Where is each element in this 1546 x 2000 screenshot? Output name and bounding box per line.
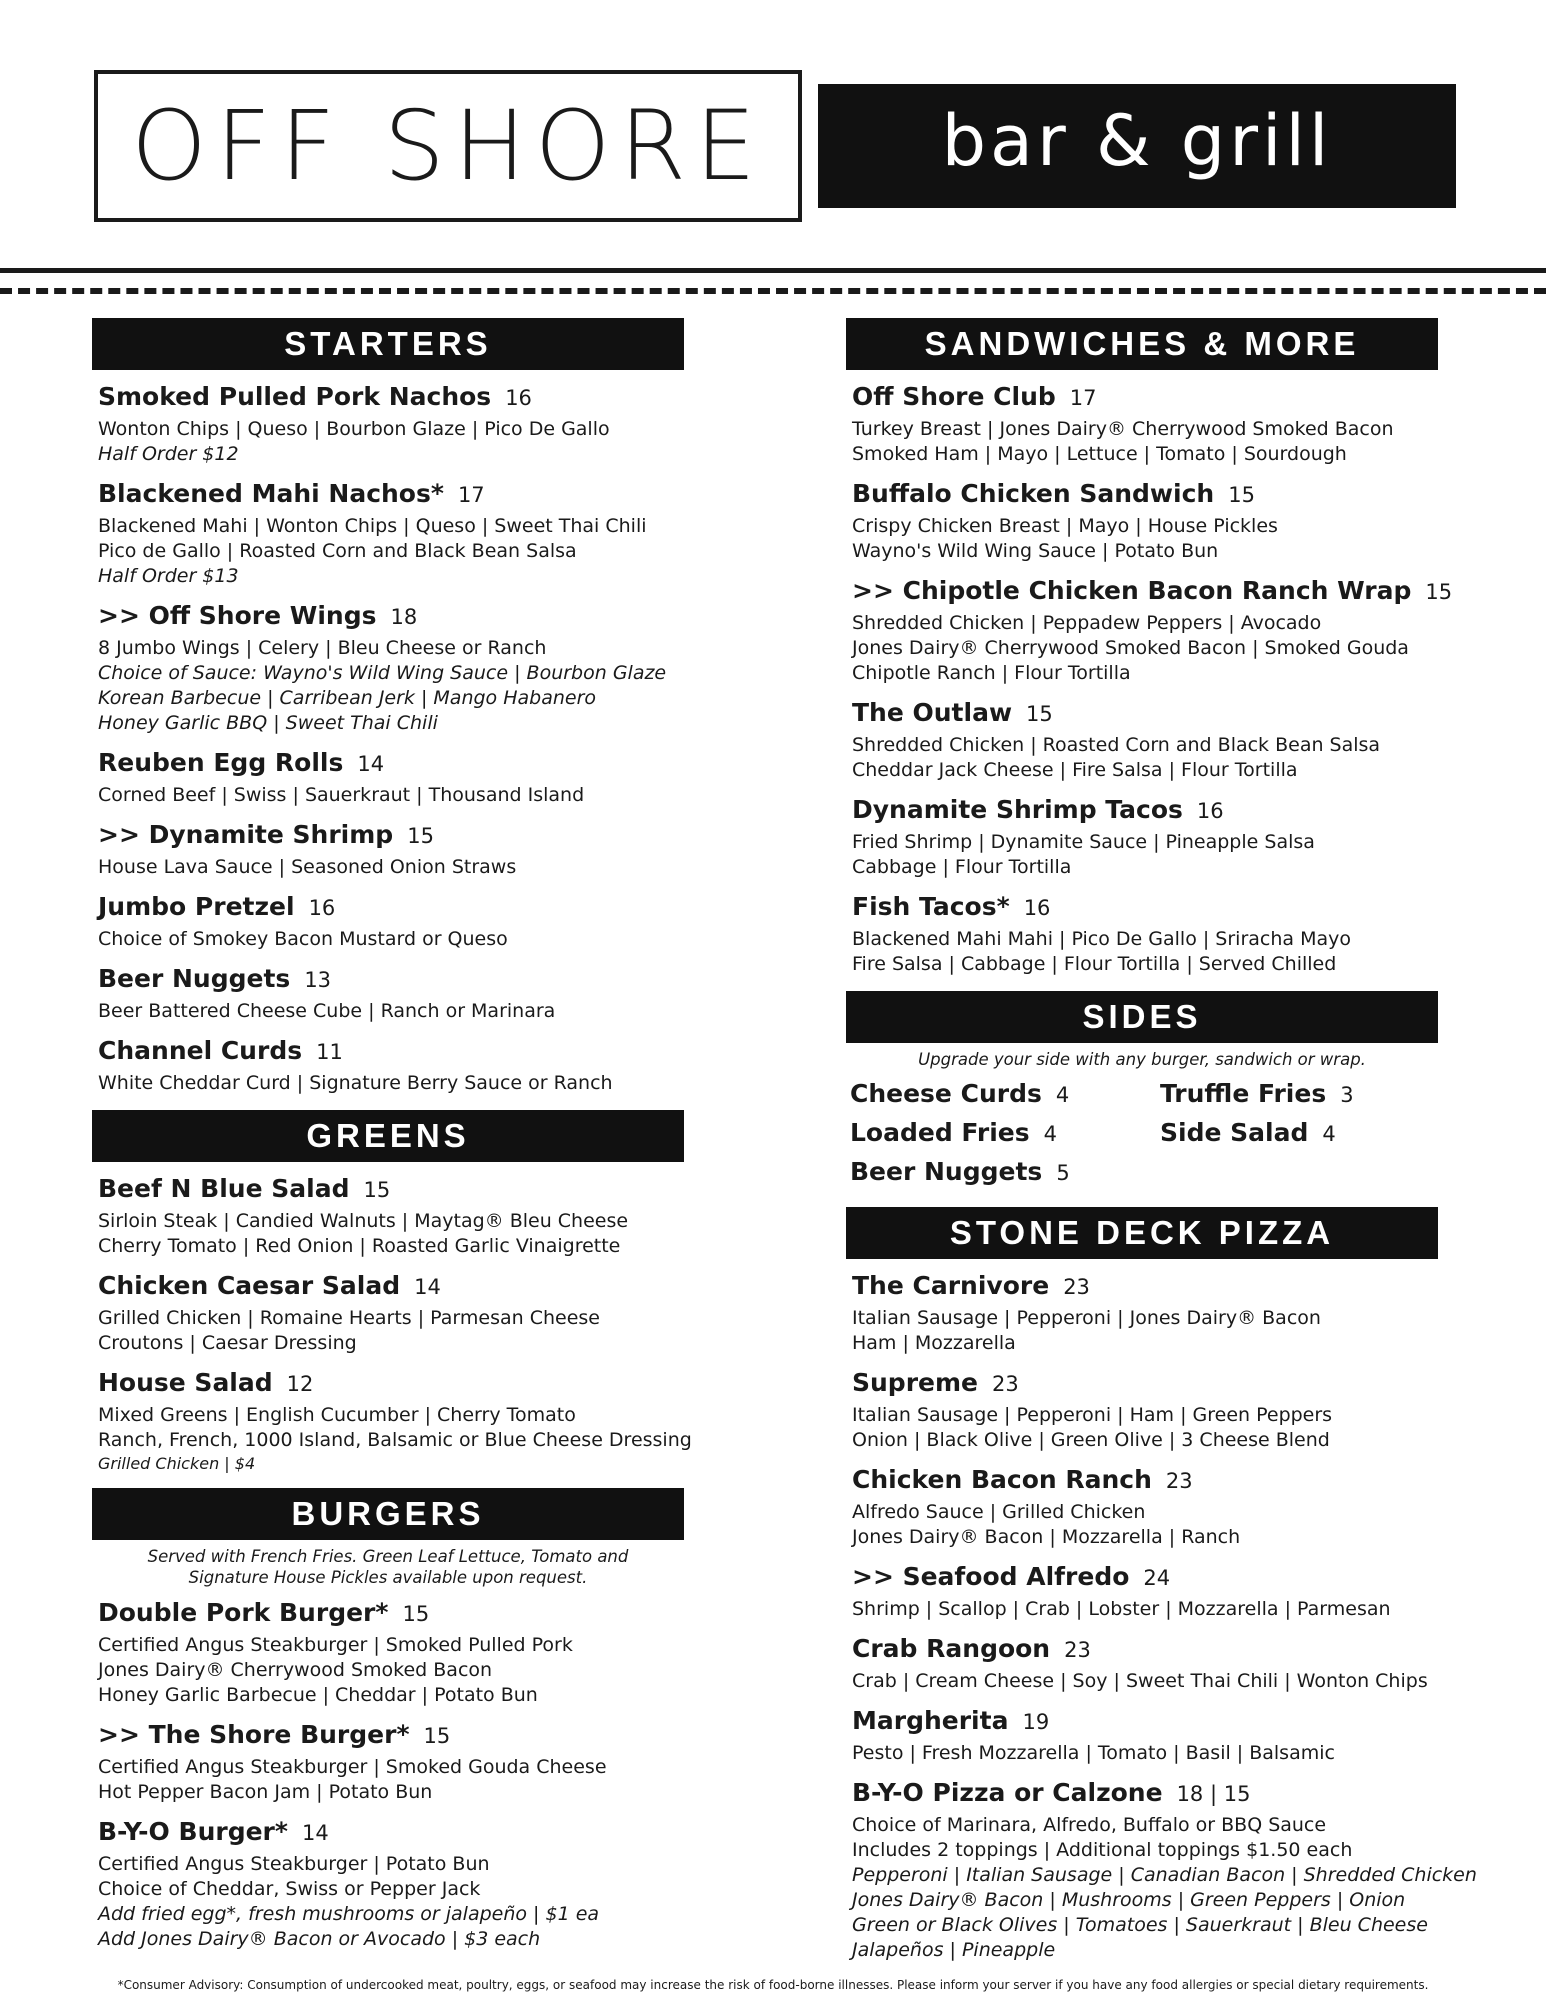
item-description: Wonton Chips | Queso | Bourbon Glaze | Pico De Gallo [98, 418, 610, 440]
item-description: Jones Dairy® Cherrywood Smoked Bacon | Smoked Gouda [852, 637, 1409, 659]
item-price: 16 [1196, 799, 1224, 823]
item-addon: Grilled Chicken | $4 [98, 1454, 256, 1473]
section-heading: BURGERS [92, 1488, 684, 1540]
note-line: Served with French Fries. Green Leaf Lettuce, Tomato and [147, 1547, 629, 1566]
item-name: Blackened Mahi Nachos* [98, 479, 444, 508]
item-heading [852, 793, 1486, 830]
item-price: 13 [304, 968, 332, 992]
item-heading [98, 1269, 732, 1306]
item-heading [852, 890, 1486, 927]
item-name: Beer Nuggets [98, 964, 291, 993]
item-description: Crab | Cream Cheese | Soy | Sweet Thai Chili | Wonton Chips [852, 1670, 1428, 1692]
item-heading [98, 1034, 732, 1071]
item-option: Jalapeños | Pineapple [852, 1939, 1056, 1961]
item-option: Choice of Sauce: Wayno's Wild Wing Sauce | Bourbon Glaze [98, 662, 667, 684]
item-heading [98, 380, 732, 417]
menu-item [852, 890, 1486, 977]
item-price: 15 [423, 1724, 451, 1748]
side-name: Truffle Fries [1160, 1079, 1327, 1108]
side-item [1160, 1078, 1440, 1113]
item-description: Beer Battered Cheese Cube | Ranch or Marinara [98, 1000, 556, 1022]
item-heading [98, 962, 732, 999]
item-name: Supreme [852, 1368, 978, 1397]
item-name: >> Dynamite Shrimp [98, 820, 394, 849]
item-description: Certified Angus Steakburger | Smoked Gouda Cheese [98, 1756, 607, 1778]
section-starters [92, 318, 732, 1096]
item-price: 15 [407, 824, 434, 848]
item-price: 23 [1063, 1275, 1090, 1299]
item-price: 16 [308, 896, 336, 920]
item-description: Cheddar Jack Cheese | Fire Salsa | Flour Tortilla [852, 759, 1298, 781]
item-description: Shrimp | Scallop | Crab | Lobster | Mozzarella | Parmesan [852, 1598, 1391, 1620]
item-option: Korean Barbecue | Carribean Jerk | Mango Habanero [98, 687, 597, 709]
item-heading [98, 1172, 732, 1209]
item-description: Crispy Chicken Breast | Mayo | House Pickles [852, 515, 1278, 537]
item-description: White Cheddar Curd | Signature Berry Sauce or Ranch [98, 1072, 613, 1094]
item-description: Wayno's Wild Wing Sauce | Potato Bun [852, 540, 1219, 562]
section-sides [846, 991, 1486, 1191]
item-option: Half Order $13 [98, 565, 239, 587]
side-price: 3 [1340, 1083, 1354, 1107]
section-burgers [92, 1488, 732, 1952]
item-name: The Outlaw [852, 698, 1013, 727]
item-name: Chicken Caesar Salad [98, 1271, 401, 1300]
item-heading [98, 1718, 732, 1755]
item-description: Choice of Cheddar, Swiss or Pepper Jack [98, 1878, 481, 1900]
side-price: 4 [1322, 1122, 1336, 1146]
item-option: Add Jones Dairy® Bacon or Avocado | $3 each [98, 1928, 541, 1950]
item-option: Half Order $12 [98, 443, 239, 465]
item-price: 15 [1026, 702, 1053, 726]
item-price: 15 [363, 1178, 391, 1202]
side-name: Cheese Curds [850, 1079, 1042, 1108]
item-description: Choice of Marinara, Alfredo, Buffalo or BBQ Sauce [852, 1814, 1327, 1836]
menu-item [852, 696, 1486, 783]
item-description: Italian Sausage | Pepperoni | Ham | Green Peppers [852, 1404, 1333, 1426]
item-price: 23 [992, 1372, 1019, 1396]
item-name: House Salad [98, 1368, 273, 1397]
item-name: Crab Rangoon [852, 1634, 1051, 1663]
item-heading [852, 1463, 1486, 1500]
section-heading: GREENS [92, 1110, 684, 1162]
item-name: >> The Shore Burger* [98, 1720, 410, 1749]
item-description: Cabbage | Flour Tortilla [852, 856, 1072, 878]
divider-solid [0, 268, 1546, 273]
item-heading [852, 574, 1486, 611]
item-price: 12 [286, 1372, 314, 1396]
item-description: Shredded Chicken | Peppadew Peppers | Avocado [852, 612, 1322, 634]
note-line: Signature House Pickles available upon request. [188, 1568, 588, 1587]
left-column [92, 318, 732, 1966]
menu-item [98, 1366, 732, 1474]
menu-item [98, 1815, 732, 1952]
menu-item [98, 1718, 732, 1805]
restaurant-tagline-box [818, 84, 1456, 208]
item-description: Chipotle Ranch | Flour Tortilla [852, 662, 1131, 684]
item-description: Ranch, French, 1000 Island, Balsamic or Blue Cheese Dressing [98, 1429, 692, 1451]
item-price: 14 [414, 1275, 441, 1299]
menu-item [852, 1632, 1486, 1694]
item-heading [852, 380, 1486, 417]
item-name: Smoked Pulled Pork Nachos [98, 382, 492, 411]
item-heading [852, 1776, 1486, 1813]
item-description: Alfredo Sauce | Grilled Chicken [852, 1501, 1146, 1523]
item-description: Fried Shrimp | Dynamite Sauce | Pineapple Salsa [852, 831, 1315, 853]
divider-dashed [0, 288, 1546, 294]
item-price: 17 [457, 483, 485, 507]
item-price: 17 [1069, 386, 1097, 410]
item-option: Green or Black Olives | Tomatoes | Sauerkraut | Bleu Cheese [852, 1914, 1428, 1936]
item-price: 15 [402, 1602, 430, 1626]
item-price: 16 [1023, 896, 1051, 920]
menu-item [852, 477, 1486, 564]
item-description: Certified Angus Steakburger | Potato Bun [98, 1853, 490, 1875]
side-item [850, 1078, 1160, 1113]
menu-item [98, 818, 732, 880]
item-name: B-Y-O Burger* [98, 1817, 288, 1846]
item-price: 14 [301, 1821, 329, 1845]
right-column [846, 318, 1486, 1977]
menu-item [98, 746, 732, 808]
section-note [92, 1546, 684, 1588]
item-name: Chicken Bacon Ranch [852, 1465, 1152, 1494]
item-option: Jones Dairy® Bacon | Mushrooms | Green Peppers | Onion [852, 1889, 1406, 1911]
item-description: Shredded Chicken | Roasted Corn and Black Bean Salsa [852, 734, 1381, 756]
item-name: Channel Curds [98, 1036, 303, 1065]
item-heading [98, 1596, 732, 1633]
menu-item [98, 962, 732, 1024]
restaurant-name-box [94, 70, 802, 222]
item-option: Pepperoni | Italian Sausage | Canadian Bacon | Shredded Chicken [852, 1864, 1477, 1886]
item-description: Onion | Black Olive | Green Olive | 3 Cheese Blend [852, 1429, 1330, 1451]
item-description: Ham | Mozzarella [852, 1332, 1016, 1354]
menu-item [98, 1269, 732, 1356]
section-heading: STONE DECK PIZZA [846, 1207, 1438, 1259]
menu-item [98, 1034, 732, 1096]
restaurant-tagline: bar & grill [941, 100, 1333, 182]
item-heading [852, 1366, 1486, 1403]
menu-item [852, 1704, 1486, 1766]
item-description: Jones Dairy® Cherrywood Smoked Bacon [98, 1659, 493, 1681]
restaurant-name: OFF SHORE [131, 90, 765, 202]
side-name: Side Salad [1160, 1118, 1309, 1147]
item-price: 23 [1165, 1469, 1193, 1493]
section-note [846, 1049, 1438, 1070]
side-price: 4 [1043, 1122, 1058, 1146]
item-price: 11 [316, 1040, 343, 1064]
item-name: Margherita [852, 1706, 1009, 1735]
menu-item [98, 890, 732, 952]
item-price: 19 [1022, 1710, 1050, 1734]
section-greens [92, 1110, 732, 1474]
item-description: Cherry Tomato | Red Onion | Roasted Garlic Vinaigrette [98, 1235, 621, 1257]
item-name: Jumbo Pretzel [98, 892, 295, 921]
item-description: House Lava Sauce | Seasoned Onion Straws [98, 856, 517, 878]
item-description: 8 Jumbo Wings | Celery | Bleu Cheese or Ranch [98, 637, 547, 659]
item-description: Hot Pepper Bacon Jam | Potato Bun [98, 1781, 433, 1803]
menu-item [852, 574, 1486, 686]
item-description: Pesto | Fresh Mozzarella | Tomato | Basil | Balsamic [852, 1742, 1335, 1764]
side-item [850, 1117, 1160, 1152]
item-description: Includes 2 toppings | Additional toppings $1.50 each [852, 1839, 1353, 1861]
item-price: 15 [1228, 483, 1255, 507]
section-sandwiches-more [846, 318, 1486, 977]
item-heading [852, 1560, 1486, 1597]
item-description: Sirloin Steak | Candied Walnuts | Maytag® Bleu Cheese [98, 1210, 629, 1232]
item-name: >> Chipotle Chicken Bacon Ranch Wrap [852, 576, 1412, 605]
section-heading: SIDES [846, 991, 1438, 1043]
menu-item [98, 1172, 732, 1259]
menu-item [98, 380, 732, 467]
item-heading [852, 477, 1486, 514]
item-heading [852, 1704, 1486, 1741]
side-price: 5 [1056, 1161, 1070, 1185]
item-description: Fire Salsa | Cabbage | Flour Tortilla | Served Chilled [852, 953, 1337, 975]
item-heading [98, 818, 732, 855]
item-price: 18 | 15 [1176, 1782, 1251, 1806]
item-name: Beef N Blue Salad [98, 1174, 350, 1203]
item-heading [98, 477, 732, 514]
item-option: Honey Garlic BBQ | Sweet Thai Chili [98, 712, 438, 734]
item-description: Certified Angus Steakburger | Smoked Pulled Pork [98, 1634, 573, 1656]
item-price: 15 [1425, 580, 1453, 604]
menu-item [852, 1269, 1486, 1356]
menu-item [852, 1560, 1486, 1622]
item-heading [98, 1366, 732, 1403]
section-heading: SANDWICHES & MORE [846, 318, 1438, 370]
item-name: B-Y-O Pizza or Calzone [852, 1778, 1163, 1807]
item-heading [98, 746, 732, 783]
item-heading [852, 1632, 1486, 1669]
menu-item [98, 599, 732, 736]
item-price: 24 [1143, 1566, 1171, 1590]
item-name: The Carnivore [852, 1271, 1050, 1300]
item-description: Pico de Gallo | Roasted Corn and Black Bean Salsa [98, 540, 577, 562]
side-name: Beer Nuggets [850, 1157, 1043, 1186]
item-description: Jones Dairy® Bacon | Mozzarella | Ranch [852, 1526, 1241, 1548]
item-name: >> Off Shore Wings [98, 601, 377, 630]
item-description: Turkey Breast | Jones Dairy® Cherrywood Smoked Bacon [852, 418, 1394, 440]
item-name: Fish Tacos* [852, 892, 1010, 921]
side-item [850, 1156, 1160, 1191]
item-price: 16 [505, 386, 532, 410]
side-item [1160, 1117, 1440, 1152]
menu-item [98, 477, 732, 589]
item-price: 23 [1064, 1638, 1091, 1662]
menu-item [852, 380, 1486, 467]
item-heading [852, 1269, 1486, 1306]
section-heading: STARTERS [92, 318, 684, 370]
side-name: Loaded Fries [850, 1118, 1030, 1147]
consumer-advisory: *Consumer Advisory: Consumption of undercooked meat, poultry, eggs, or seafood may increase the risk of food-borne illnesses. Please inform your server if you have any food allergies or special dietary requirements. [117, 1978, 1429, 1992]
item-description: Grilled Chicken | Romaine Hearts | Parmesan Cheese [98, 1307, 600, 1329]
menu-item [852, 1463, 1486, 1550]
item-description: Choice of Smokey Bacon Mustard or Queso [98, 928, 508, 950]
item-price: 18 [390, 605, 418, 629]
item-description: Italian Sausage | Pepperoni | Jones Dairy® Bacon [852, 1307, 1321, 1329]
note-line: Upgrade your side with any burger, sandwich or wrap. [918, 1050, 1366, 1069]
item-heading [852, 696, 1486, 733]
item-name: Double Pork Burger* [98, 1598, 389, 1627]
item-description: Honey Garlic Barbecue | Cheddar | Potato Bun [98, 1684, 538, 1706]
item-option: Add fried egg*, fresh mushrooms or jalapeño | $1 ea [98, 1903, 600, 1925]
section-stone-deck-pizza [846, 1207, 1486, 1963]
item-description: Mixed Greens | English Cucumber | Cherry Tomato [98, 1404, 576, 1426]
item-price: 14 [357, 752, 385, 776]
item-name: Dynamite Shrimp Tacos [852, 795, 1183, 824]
menu-item [852, 793, 1486, 880]
item-description: Blackened Mahi Mahi | Pico De Gallo | Sriracha Mayo [852, 928, 1351, 950]
item-heading [98, 890, 732, 927]
sides-grid [850, 1078, 1486, 1191]
item-description: Corned Beef | Swiss | Sauerkraut | Thousand Island [98, 784, 585, 806]
item-name: Buffalo Chicken Sandwich [852, 479, 1215, 508]
menu-item [852, 1366, 1486, 1453]
item-description: Croutons | Caesar Dressing [98, 1332, 357, 1354]
item-name: Off Shore Club [852, 382, 1056, 411]
menu-item [852, 1776, 1486, 1963]
item-heading [98, 599, 732, 636]
item-description: Smoked Ham | Mayo | Lettuce | Tomato | Sourdough [852, 443, 1347, 465]
menu-item [98, 1596, 732, 1708]
item-name: >> Seafood Alfredo [852, 1562, 1130, 1591]
item-heading [98, 1815, 732, 1852]
item-name: Reuben Egg Rolls [98, 748, 344, 777]
side-price: 4 [1055, 1083, 1070, 1107]
item-description: Blackened Mahi | Wonton Chips | Queso | Sweet Thai Chili [98, 515, 647, 537]
